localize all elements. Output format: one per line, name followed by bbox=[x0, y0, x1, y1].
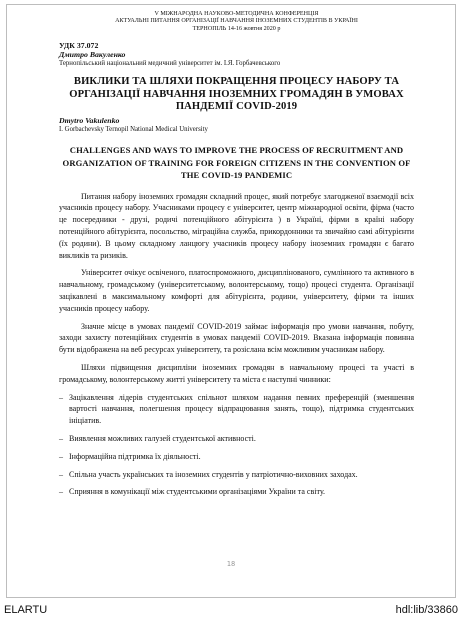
affiliation-en: I. Gorbachevsky Ternopil National Medical University bbox=[59, 126, 208, 134]
article-title-ua: ВИКЛИКИ ТА ШЛЯХИ ПОКРАЩЕННЯ ПРОЦЕСУ НАБОРУ ТА ОРГАНІЗАЦІЇ НАВЧАННЯ ІНОЗЕМНИХ ГРОМАДЯН В УМОВАХ ПАНДЕМІЇ COVID-2019 bbox=[69, 76, 404, 113]
body-paragraph: Університет очікує освіченого, платоспроможного, дисциплінованого, сумлінного та активного в навчальному, громадському (університетському, волонтерському, тощо) процесі студента. Організації зацікавлені в максимальному комфорті для абітурієнта, родини, університету, фірми та інших учасників процесу набору. bbox=[59, 268, 414, 313]
list-dash: – bbox=[59, 434, 63, 443]
list-item-text: Спільна участь українських та іноземних студентів у патріотично-виховних заходах. bbox=[69, 469, 358, 479]
list-item-text: Сприяння в комунікації між студентськими організаціями України та світу. bbox=[69, 487, 326, 497]
list-item bbox=[59, 486, 414, 498]
repository-name: ELARTU bbox=[4, 604, 48, 616]
body-paragraph: Шляхи підвищення дисципліни іноземних громадян в навчальному процесі та участі в громадському, волонтерському житті університету та міста є наступні чинники: bbox=[59, 363, 414, 384]
author-name-ua: Дмитро Вакуленко bbox=[59, 50, 126, 60]
conference-header-line: ТЕРНОПІЛЬ 14-16 жовтня 2020 р bbox=[192, 25, 281, 32]
author-name-en: Dmytro Vakulenko bbox=[59, 116, 120, 126]
list-item bbox=[59, 469, 414, 481]
page-number: 18 bbox=[226, 560, 236, 568]
list-item-text: Інформаційна підтримка їх діяльності. bbox=[69, 451, 201, 461]
list-dash: – bbox=[59, 451, 63, 461]
repository-footer bbox=[0, 600, 463, 620]
conference-header-line: V МІЖНАРОДНА НАУКОВО-МЕТОДИЧНА КОНФЕРЕНЦІЯ bbox=[154, 11, 319, 17]
conference-header-line: АКТУАЛЬНІ ПИТАННЯ ОРГАНІЗАЦІЇ НАВЧАННЯ ІНОЗЕМНИХ СТУДЕНТІВ В УКРАЇНІ bbox=[115, 18, 358, 25]
udk-code: УДК 37.072 bbox=[59, 41, 99, 51]
list-dash: – bbox=[59, 392, 63, 402]
list-item bbox=[59, 451, 414, 463]
handle-link[interactable]: hdl:lib/33860 bbox=[395, 604, 458, 616]
list-item-text: Зацікавлення лідерів студентських спільнот шляхом надання певних преференцій (зменшення вартості навчання, полегшення процесу відпрацювання занять, тощо), підтримка студентських ініціатив. bbox=[69, 392, 414, 426]
factors-list bbox=[59, 392, 414, 499]
body-paragraph: Значне місце в умовах пандемії COVID-2019 займає інформація про умови навчання, побуту, заходи захисту потенційних студентів в умовах пандемії COVID-2019. Вказана інформація повинна бути відображена на веб ресурсах університету, та розіслана всім можливим учасникам набору. bbox=[59, 321, 414, 355]
list-item bbox=[59, 392, 414, 427]
article-body bbox=[59, 191, 414, 499]
list-item-text: Виявлення можливих галузей студентської активності. bbox=[69, 434, 256, 443]
affiliation-ua: Тернопільський національний медичний університет ім. І.Я. Горбачевського bbox=[59, 60, 281, 68]
page-content bbox=[59, 11, 414, 504]
conference-header bbox=[59, 11, 414, 33]
body-paragraph: Питання набору іноземних громадян складний процес, який потребує злагодженої взаємодії всіх учасників процесу набору. Учасниками процесу є університет, центр міжнародної освіти, фірма (часто це посередники - друзі, родичі потенційного абітурієнта ) в Україні, фірми в країні набору потенційного абітурієнта, посольство, міграційна служба, прикордонники та звичайно самі абітурієнти (їх родини). В цьому складному ланцюгу учасників процесу набору іноземних громадян є багато викликів та ризиків. bbox=[59, 191, 414, 260]
list-item bbox=[59, 433, 414, 445]
document-page bbox=[6, 4, 456, 598]
list-dash: – bbox=[59, 487, 63, 497]
list-dash: – bbox=[59, 469, 63, 479]
article-title-en: CHALLENGES AND WAYS TO IMPROVE THE PROCESS OF RECRUITMENT AND ORGANIZATION OF TRAINING FOR FOREIGN CITIZENS IN THE CONVENTION OF THE COVID-19 PANDEMIC bbox=[62, 145, 411, 181]
